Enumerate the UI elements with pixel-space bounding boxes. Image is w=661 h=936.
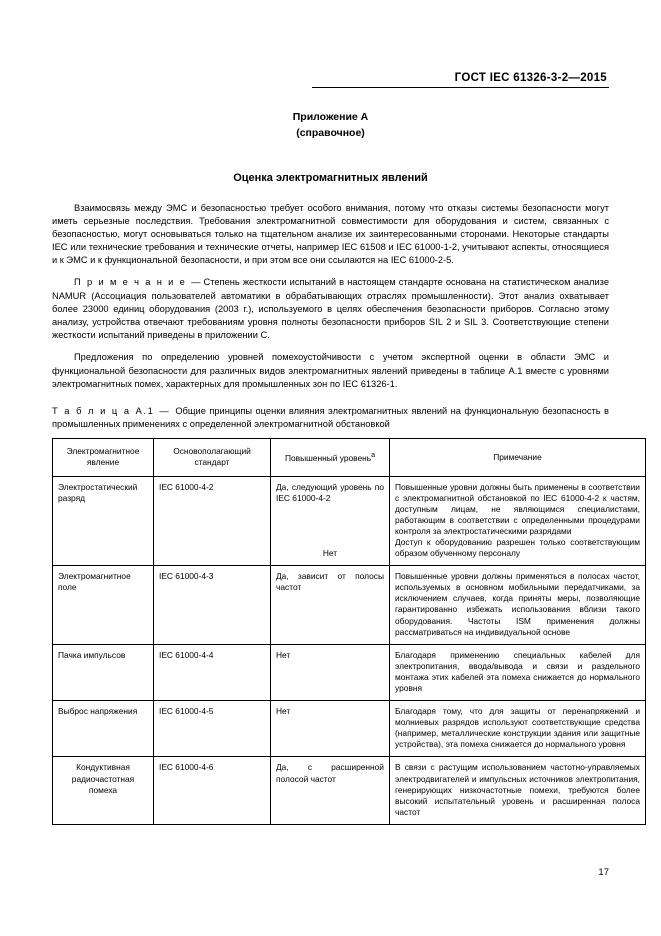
cell-level: Да, с расширенной полосой частот (271, 757, 390, 824)
paragraph-2 (52, 276, 609, 342)
cell-level: Нет (271, 701, 390, 757)
cell-note: Повышенные уровни должны применяться в полосах частот, используемых в основном мобильными передатчиками, за исключением случаев, когда приняты меры, позволяющие гарантированно избежать использования вблизи такого оборудования. Частоты ISM применения должны рассматриваться на индивидуальной основе (390, 566, 646, 645)
cell-standard: IEC 61000-4-3 (154, 566, 271, 645)
cell-note (390, 476, 646, 566)
cell-phenomenon: Выброс напряжения (53, 701, 154, 757)
table-caption (52, 405, 609, 431)
note-label: П р и м е ч а н и е (74, 277, 192, 288)
paragraph-3: Предложения по определению уровней помехоустойчивости с учетом экспертной оценки в области ЭМС и функциональной безопасности для различных видов электромагнитных явлений приведены в таблице А.1 вместе с уровнями электромагнитных помех, характерных для промышленных зон по IEC 61326-1. (52, 352, 609, 389)
cell-note: Благодаря тому, что для защиты от перенапряжений и молниевых разрядов используют соответствующие средства (например, металлические конструкции здания или защитные устройства), эта помеха снижается до нормального уровня (390, 701, 646, 757)
annex-title: Приложение А (292, 111, 369, 123)
cell-phenomenon: Кондуктивная радиочастотная помеха (53, 757, 154, 824)
cell-note-primary: Повышенные уровни должны быть применены в соответствии с электромагнитной обстановкой по IEC 61000-4-2 к частям, доступным лицам, не являющимся специалистами, работающим в соответствии с определенными процедурами контроля за электростатическими разрядами (395, 481, 640, 536)
cell-phenomenon: Электромагнитное поле (53, 566, 154, 645)
cell-standard: IEC 61000-4-6 (154, 757, 271, 824)
cell-phenomenon: Пачка импульсов (53, 644, 154, 700)
cell-level-primary: Да, следующий уровень по IEC 61000-4-2 (276, 481, 384, 503)
annex-subtitle: (справочное) (296, 126, 365, 139)
page-header-standard: ГОСТ IEC 61326-3-2—2015 (454, 72, 607, 84)
header-divider (312, 87, 609, 88)
emc-phenomena-table (52, 438, 646, 825)
cell-level: Нет (271, 644, 390, 700)
cell-level-spacer (276, 504, 384, 548)
cell-note: Благодаря применению специальных кабелей для электропитания, ввода/вывода и связи и раздельного монтажа этих кабелей эта помеха снижается до нормального уровня (390, 644, 646, 700)
table-caption-label: Т а б л и ц а А.1 — (52, 405, 176, 416)
table-header-row (53, 439, 646, 476)
cell-level-secondary: Нет (322, 547, 338, 558)
cell-standard: IEC 61000-4-5 (154, 701, 271, 757)
page-number: 17 (598, 867, 609, 878)
table-row (53, 757, 646, 824)
header-superscript: а (371, 451, 376, 459)
note-text: — Степень жесткости испытаний в настоящем стандарте основана на статистическом анализе NAMUR (Ассоциация пользователей автоматики в обрабатывающих отраслях промышленности). Этот анализ охватывает более 23000 единиц оборудования (2003 г.), используемого в целях обеспечения безопасности приборов. Согласно этому анализу, устройства отвечают требованиям уровня полноты безопасности приборов SIL 2 и SIL 3. Соответствующие степени жесткости испытаний приведены в приложении С. (52, 277, 610, 341)
table-row (53, 644, 646, 700)
column-header-level: Повышенный уровень$^а$ (271, 439, 390, 476)
table-row (53, 566, 646, 645)
section-title: Оценка электромагнитных явлений (233, 171, 428, 184)
cell-note: В связи с растущим использованием частотно-управляемых электродвигателей и импульсных источников электропитания, генерирующих низкочастотные помехи, требуются более высокий испытательный уровень и расширенная полоса частот (390, 757, 646, 824)
cell-level: Да, зависит от полосы частот (271, 566, 390, 645)
paragraph-1: Взаимосвязь между ЭМС и безопасностью требует особого внимания, потому что отказы системы безопасности могут иметь серьезные последствия. Требования электромагнитной совместимости для оборудования и систем, связанных с безопасностью, могут основываться только на тщательном анализе их заинтересованными сторонами. Некоторые стандарты IEC или технические требования и технические отчеты, например IEC 61508 и IEC 61000-1-2, учитывают аспекты, относящиеся и к ЭМС и к функциональной безопасности, и при этом все они ссылаются на IEC 61000-2-5. (52, 202, 609, 266)
table-row (53, 476, 646, 566)
column-header-phenomenon: Электромагнитное явление (53, 439, 154, 476)
table-caption-text: Общие принципы оценки влияния электромагнитных явлений на функциональную безопасность в промышленных применениях с определенной электромагнитной обстановкой (52, 405, 609, 430)
column-header-note: Примечание (390, 439, 646, 476)
cell-phenomenon: Электростатический разряд (53, 476, 154, 566)
cell-note-secondary: Доступ к оборудованию разрешен только соответствующим образом обученному персоналу (395, 536, 640, 559)
cell-standard: IEC 61000-4-2 (154, 476, 271, 566)
cell-standard: IEC 61000-4-4 (154, 644, 271, 700)
table-row (53, 701, 646, 757)
cell-level (271, 476, 390, 566)
column-header-standard: Основополагающий стандарт (154, 439, 271, 476)
